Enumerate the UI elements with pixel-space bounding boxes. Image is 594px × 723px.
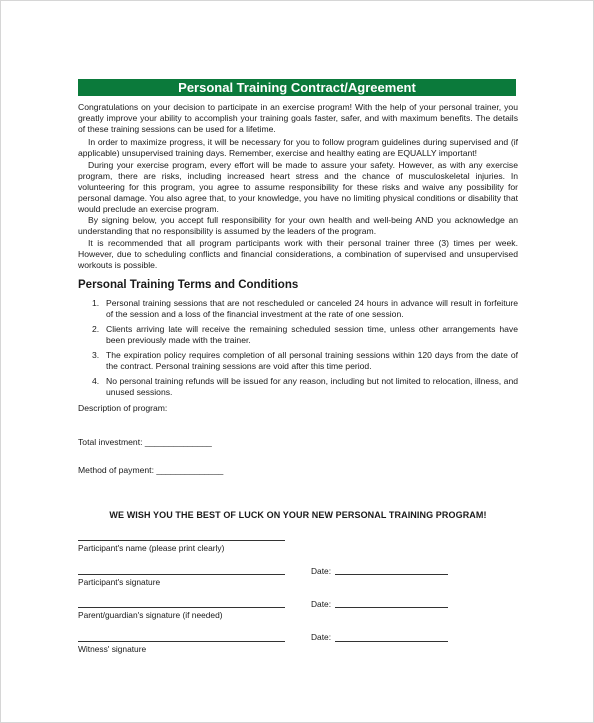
term-number: 3.: [92, 350, 100, 360]
term-text: The expiration policy requires completion of all personal training sessions within 120 days from the date of the contract. Personal training sessions are void after this time period.: [106, 350, 518, 371]
term-number: 1.: [92, 298, 100, 308]
terms-heading: Personal Training Terms and Conditions: [78, 279, 299, 291]
guardian-date-line[interactable]: [335, 607, 448, 608]
term-text: No personal training refunds will be issued for any reason, including but not limited to relocation, illness, and unused sessions.: [106, 376, 518, 397]
participant-signature-line[interactable]: [78, 574, 285, 575]
closing-banner: WE WISH YOU THE BEST OF LUCK ON YOUR NEW PERSONAL TRAINING PROGRAM!: [109, 510, 487, 520]
guardian-signature-line[interactable]: [78, 607, 285, 608]
intro-paragraph-5: It is recommended that all program participants work with their personal trainer three (3) times per week. However, due to scheduling conflicts and financial considerations, a combination of supervised and unsupervised workouts is possible.: [78, 238, 518, 270]
participant-name-line[interactable]: [78, 540, 285, 541]
witness-date-line[interactable]: [335, 641, 448, 642]
participant-name-label: Participant's name (please print clearly): [78, 543, 225, 553]
terms-list: [78, 298, 518, 402]
total-investment-field: Total investment: ______________: [78, 437, 212, 447]
participant-date-line[interactable]: [335, 574, 448, 575]
date-label: Date:: [311, 632, 332, 642]
guardian-signature-label: Parent/guardian's signature (if needed): [78, 610, 223, 620]
term-item: [78, 324, 518, 346]
witness-signature-label: Witness' signature: [78, 644, 147, 654]
date-label: Date:: [311, 599, 332, 609]
term-item: [78, 376, 518, 398]
term-text: Clients arriving late will receive the remaining scheduled session time, unless other arrangements have been previously made with the trainer.: [106, 324, 518, 345]
date-label: Date:: [311, 566, 332, 576]
payment-method-field: Method of payment: ______________: [78, 465, 224, 475]
term-item: [78, 298, 518, 320]
intro-paragraph-4: By signing below, you accept full responsibility for your own health and well-being AND you acknowledge an understanding that no responsibility is assumed by the leaders of the program.: [78, 215, 518, 236]
participant-signature-label: Participant's signature: [78, 577, 161, 587]
witness-signature-line[interactable]: [78, 641, 285, 642]
term-number: 4.: [92, 376, 100, 386]
intro-paragraph-1: Congratulations on your decision to participate in an exercise program! With the help of your personal trainer, you greatly improve your ability to accomplish your training goals faster, safer, and with maximum benefits. The details of these training sessions can be used for a lifetime.: [78, 102, 518, 134]
document-title: Personal Training Contract/Agreement: [78, 79, 516, 96]
description-field: Description of program:: [78, 403, 168, 413]
term-item: [78, 350, 518, 372]
term-text: Personal training sessions that are not rescheduled or canceled 24 hours in advance will result in forfeiture of the session and a loss of the financial investment at the rate of one session.: [106, 298, 518, 319]
intro-paragraph-2: In order to maximize progress, it will be necessary for you to follow program guidelines during supervised and (if applicable) unsupervised training days. Remember, exercise and healthy eating are EQUALLY important!: [78, 137, 518, 158]
term-number: 2.: [92, 324, 100, 334]
intro-paragraph-3: During your exercise program, every effort will be made to assure your safety. However, as with any exercise program, there are risks, including increased heart stress and the chance of musculoskeletal injuries. In volunteering for this program, you agree to assume responsibility for these risks and waive any possibility for personal damage. You also agree that, to your knowledge, you have no limiting physical conditions or disability that would preclude an exercise program.: [78, 160, 518, 214]
